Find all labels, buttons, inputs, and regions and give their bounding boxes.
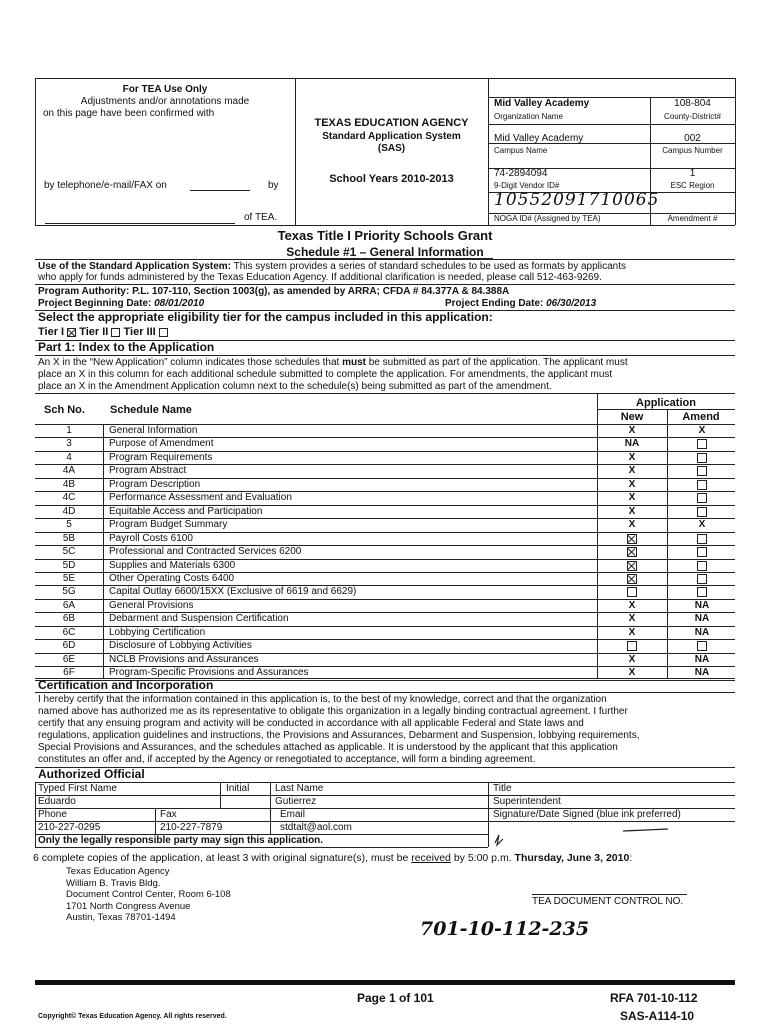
part1-text-1: An X in the “New Application” column indicates those schedules that must be submitted as part of the application. The applicant must xyxy=(38,357,628,368)
submission-instructions: 6 complete copies of the application, at least 3 with original signature(s), must be received by 5:00 p.m. Thursday, June 3, 2010: xyxy=(33,852,633,864)
address-line: Texas Education Agency xyxy=(66,866,170,877)
sch-no: 4A xyxy=(62,465,76,477)
schedule-name: Professional and Contracted Services 6200 xyxy=(109,546,302,558)
table-row xyxy=(35,533,735,543)
table-row xyxy=(35,506,735,516)
schedule-name: Payroll Costs 6100 xyxy=(109,532,193,544)
cert-line: constitutes an offer and, if accepted by the Agency or renegotiated to acceptance, will form a binding agreement. xyxy=(38,754,536,765)
new-app-mark: X xyxy=(628,492,636,504)
new-app-mark: X xyxy=(628,613,636,625)
table-row xyxy=(35,492,735,502)
sch-no: 5G xyxy=(62,586,76,598)
cert-line: certify that any ensuing program and activity will be conducted in accordance with all applicable Federal and State laws and xyxy=(38,718,584,729)
doc-control-label: TEA DOCUMENT CONTROL NO. xyxy=(532,896,684,907)
fax-label: Fax xyxy=(160,809,177,820)
tier-selector xyxy=(38,326,168,338)
amend-app-checkbox[interactable] xyxy=(697,453,707,463)
col-new: New xyxy=(620,411,644,423)
use-of-system-2: who apply for funds administered by the Texas Education Agency. If additional clarification is needed, please call 512-463-9269. xyxy=(38,272,602,283)
schedule-name: Disclosure of Lobbying Activities xyxy=(109,640,252,652)
cert-line: I hereby certify that the information contained in this application is, to the best of my knowledge, correct and that the organization xyxy=(38,694,607,705)
campus-number-label: Campus Number xyxy=(662,146,723,155)
cert-heading: Certification and Incorporation xyxy=(38,678,214,692)
first-name-label: Typed First Name xyxy=(38,783,117,794)
copyright: Copyright© Texas Education Agency. All rights reserved. xyxy=(38,1013,227,1020)
part1-text-2: place an X in this column for each additional schedule submitted to complete the application. For amendments, the applicant must xyxy=(38,369,613,380)
new-app-checkbox[interactable] xyxy=(627,561,637,571)
signature-label: Signature/Date Signed (blue ink preferred) xyxy=(493,809,681,820)
table-row xyxy=(35,519,735,529)
sch-no: 4 xyxy=(66,451,72,463)
schedule-name: Other Operating Costs 6400 xyxy=(109,572,235,584)
amend-app-mark: X xyxy=(698,425,706,436)
new-app-checkbox[interactable] xyxy=(627,641,637,651)
schedule-name: Debarment and Suspension Certification xyxy=(109,613,289,625)
esc-label: ESC Region xyxy=(670,181,715,190)
last-name-value[interactable]: Gutierrez xyxy=(275,796,317,807)
new-app-mark: X xyxy=(628,519,636,531)
table-row xyxy=(35,627,735,637)
col-sch-no: Sch No. xyxy=(44,404,85,416)
sas-number: SAS-A114-10 xyxy=(620,1009,695,1023)
amend-app-mark: NA xyxy=(694,667,710,679)
cert-line: Special Provisions and Assurances, and the schedules attached as applicable. It is understood by the applicant that this application xyxy=(38,742,618,753)
responsible-party: Only the legally responsible party may sign this application. xyxy=(38,835,324,846)
schedule-name: Purpose of Amendment xyxy=(109,438,214,450)
sch-no: 5E xyxy=(62,572,76,584)
new-app-checkbox[interactable] xyxy=(627,534,637,544)
fax-value[interactable]: 210-227-7879 xyxy=(160,822,223,833)
new-app-mark: X xyxy=(628,505,636,517)
noga-label: NOGA ID# (Assigned by TEA) xyxy=(494,214,601,223)
new-app-checkbox[interactable] xyxy=(627,587,637,597)
official-heading: Authorized Official xyxy=(38,767,145,781)
campus-number: 002 xyxy=(684,133,701,144)
use-of-system: Use of the Standard Application System: This system provides a series of standard schedules to be used as formats by applicants xyxy=(38,261,627,272)
schedule-name: Performance Assessment and Evaluation xyxy=(109,492,292,504)
school-years: School Years 2010-2013 xyxy=(329,173,454,185)
amendment-label: Amendment # xyxy=(667,214,718,223)
signature-mark[interactable] xyxy=(493,823,723,847)
address-line: William B. Travis Bldg. xyxy=(66,877,161,889)
phone-label: Phone xyxy=(38,809,67,820)
schedule-name: Program-Specific Provisions and Assurances xyxy=(109,667,309,679)
tier3-label: Tier III xyxy=(123,326,156,338)
tea-use-of: of TEA. xyxy=(244,212,278,223)
campus-name: Mid Valley Academy xyxy=(494,133,584,144)
table-row xyxy=(35,438,735,448)
part1-heading: Part 1: Index to the Application xyxy=(38,340,215,354)
page-title: Texas Title I Priority Schools Grant xyxy=(277,228,493,243)
sch-no: 5D xyxy=(62,559,76,571)
amend-app-checkbox[interactable] xyxy=(697,493,707,503)
schedule-name: Program Abstract xyxy=(109,465,187,477)
table-row xyxy=(35,586,735,596)
cert-line: regulations, application guidelines and instructions, the Provisions and Assurances, Debarment and Suspension, lobbying requirements, xyxy=(38,730,640,741)
amend-app-mark: NA xyxy=(694,613,710,625)
table-row xyxy=(35,600,735,610)
project-end: Project Ending Date: 06/30/2013 xyxy=(445,298,597,309)
title-value[interactable]: Superintendent xyxy=(493,796,561,807)
part1-text-3: place an X in the Amendment Application column next to the schedule(s) being submitted as part of the amendment. xyxy=(38,381,552,392)
table-row xyxy=(35,654,735,664)
amend-app-checkbox[interactable] xyxy=(697,641,707,651)
program-authority: Program Authority: P.L. 107-110, Section 1003(g), as amended by ARRA; CFDA # 84.377A & 84.388A xyxy=(38,286,510,297)
sch-no: 5B xyxy=(62,532,76,544)
table-row xyxy=(35,573,735,583)
new-app-checkbox[interactable] xyxy=(627,574,637,584)
address-line: Austin, Texas 78701-1494 xyxy=(66,912,176,923)
vendor-id: 74-2894094 xyxy=(494,168,548,179)
tier2-checkbox[interactable] xyxy=(111,328,120,337)
sch-no: 6B xyxy=(62,613,76,625)
agency-name: TEXAS EDUCATION AGENCY xyxy=(314,117,469,129)
footer-rule xyxy=(35,980,735,985)
org-label: Organization Name xyxy=(494,112,563,121)
tier1-label: Tier I xyxy=(38,326,65,338)
sch-no: 6C xyxy=(62,626,76,638)
schedule-name: Equitable Access and Participation xyxy=(109,505,263,517)
initial-label: Initial xyxy=(226,783,250,794)
new-app-mark: X xyxy=(628,667,636,679)
tea-use-line1: Adjustments and/or annotations made xyxy=(80,96,250,107)
tea-use-by: by xyxy=(268,180,279,191)
table-row xyxy=(35,452,735,462)
amend-app-checkbox[interactable] xyxy=(697,439,707,449)
new-app-mark: X xyxy=(628,465,636,477)
system-name: Standard Application System xyxy=(322,131,461,142)
tea-use-line2: on this page have been confirmed with xyxy=(43,108,215,119)
table-row xyxy=(35,560,735,570)
new-app-mark: X xyxy=(628,451,636,463)
sch-no: 4B xyxy=(62,478,76,490)
table-row xyxy=(35,546,735,556)
county-district-label: County-District# xyxy=(664,112,721,121)
system-abbr: (SAS) xyxy=(377,143,406,154)
sch-no: 5C xyxy=(62,546,76,558)
tier3-checkbox[interactable] xyxy=(159,328,168,337)
sch-no: 6A xyxy=(62,599,76,611)
amend-app-checkbox[interactable] xyxy=(697,466,707,476)
table-row xyxy=(35,613,735,623)
amend-app-mark: X xyxy=(698,519,706,531)
amend-app-checkbox[interactable] xyxy=(697,561,707,571)
doc-control-number: 701-10-112-235 xyxy=(420,918,590,940)
amend-app-checkbox[interactable] xyxy=(697,587,707,597)
schedule-subtitle: Schedule #1 – General Information xyxy=(286,245,484,259)
new-app-checkbox[interactable] xyxy=(627,547,637,557)
org-name: Mid Valley Academy xyxy=(494,98,590,109)
rfa-number: RFA 701-10-112 xyxy=(610,991,698,1005)
sch-no: 3 xyxy=(66,438,72,450)
tea-use-phone: by telephone/e-mail/FAX on xyxy=(44,180,167,191)
new-app-mark: X xyxy=(628,626,636,638)
schedule-name: Capital Outlay 6600/15XX (Exclusive of 6619 and 6629) xyxy=(109,586,357,598)
table-row xyxy=(35,640,735,650)
noga-id: 10552091710065 xyxy=(494,190,660,210)
amend-app-mark: NA xyxy=(694,653,710,665)
amend-app-checkbox[interactable] xyxy=(697,547,707,557)
schedule-name: Program Requirements xyxy=(109,451,213,463)
schedule-name: General Provisions xyxy=(109,599,194,611)
vendor-label: 9-Digit Vendor ID# xyxy=(494,181,560,190)
amend-app-checkbox[interactable] xyxy=(697,480,707,490)
table-row xyxy=(35,479,735,489)
table-row xyxy=(35,465,735,475)
page-number: Page 1 of 101 xyxy=(357,991,434,1005)
new-app-mark: NA xyxy=(624,438,640,450)
email-label: Email xyxy=(280,809,306,820)
new-app-mark: X xyxy=(628,653,636,665)
col-amend: Amend xyxy=(682,411,720,423)
schedule-name: Program Description xyxy=(109,478,201,490)
table-row xyxy=(35,667,735,677)
tier1-checkbox[interactable] xyxy=(67,328,76,337)
new-app-mark: X xyxy=(628,599,636,611)
tier2-label: Tier II xyxy=(79,326,109,338)
sch-no: 5 xyxy=(66,519,72,531)
amend-app-checkbox[interactable] xyxy=(697,507,707,517)
sch-no: 6F xyxy=(63,667,75,679)
first-name-value[interactable]: Eduardo xyxy=(38,796,76,807)
last-name-label: Last Name xyxy=(275,783,324,794)
tier-heading: Select the appropriate eligibility tier for the campus included in this application: xyxy=(38,310,493,324)
sch-no: 6E xyxy=(62,653,76,665)
amend-app-checkbox[interactable] xyxy=(697,574,707,584)
esc-region: 1 xyxy=(689,168,696,179)
amend-app-mark: NA xyxy=(694,599,710,611)
sch-no: 6D xyxy=(62,640,76,652)
address-line: Document Control Center, Room 6-108 xyxy=(66,889,231,900)
col-schedule-name: Schedule Name xyxy=(110,404,192,416)
schedule-name: Supplies and Materials 6300 xyxy=(109,559,236,571)
title-label: Title xyxy=(493,783,512,794)
address-line: 1701 North Congress Avenue xyxy=(66,900,191,912)
schedule-name: NCLB Provisions and Assurances xyxy=(109,653,259,665)
new-app-mark: X xyxy=(628,425,636,436)
cert-line: named above has authorized me as its representative to obligate this organization in a legally binding contractual agreement. I further xyxy=(38,706,628,717)
phone-value[interactable]: 210-227-0295 xyxy=(38,822,101,833)
new-app-mark: X xyxy=(628,478,636,490)
project-begin: Project Beginning Date: 08/01/2010 xyxy=(38,298,205,309)
county-district: 108-804 xyxy=(674,98,711,109)
amend-app-checkbox[interactable] xyxy=(697,534,707,544)
email-value[interactable]: stdtalt@aol.com xyxy=(280,822,352,833)
tea-use-title: For TEA Use Only xyxy=(122,84,208,95)
sch-no: 4C xyxy=(62,492,76,504)
sch-no: 1 xyxy=(66,425,72,436)
amend-app-mark: NA xyxy=(694,626,710,638)
table-row xyxy=(35,425,735,435)
sch-no: 4D xyxy=(62,505,76,517)
schedule-name: Program Budget Summary xyxy=(109,519,228,531)
col-application: Application xyxy=(636,397,696,409)
schedule-name: General Information xyxy=(109,425,198,436)
schedule-name: Lobbying Certification xyxy=(109,626,206,638)
campus-label: Campus Name xyxy=(494,146,548,155)
